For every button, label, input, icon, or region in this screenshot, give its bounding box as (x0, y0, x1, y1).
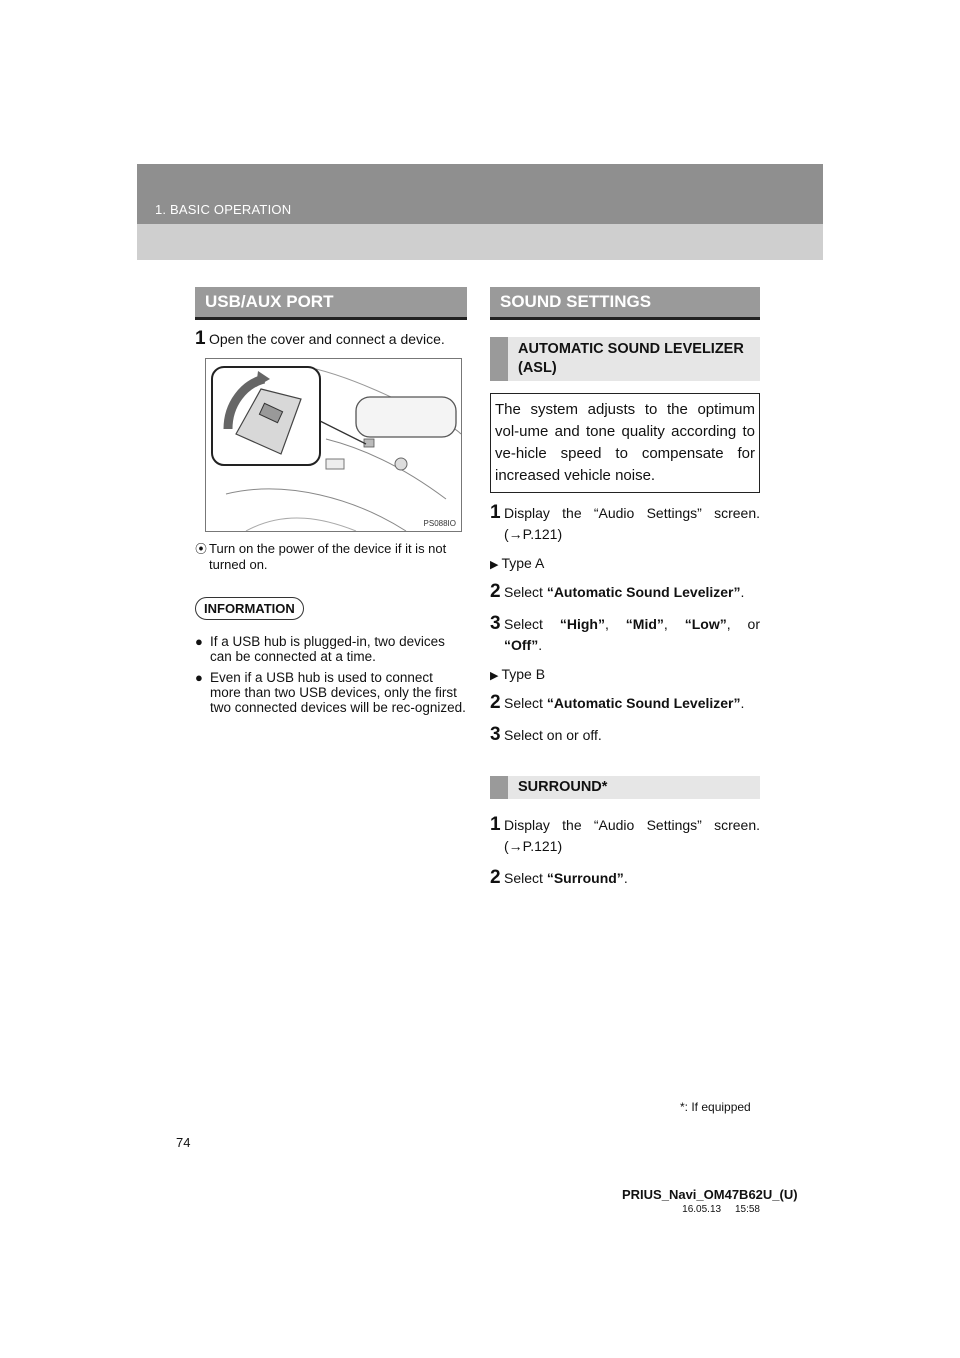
usb-port-illustration (205, 358, 462, 532)
usb-aux-port-heading: USB/AUX PORT (195, 287, 467, 320)
info-item-text: Even if a USB hub is used to connect more than two USB devices, only the first two connected devices will be rec-ognized. (210, 670, 466, 715)
step-number: 1 (195, 328, 206, 349)
section-title: 1. BASIC OPERATION (155, 202, 292, 217)
type-b-text: Type B (501, 666, 546, 682)
info-item-text: If a USB hub is plugged-in, two devices can be connected at a time. (210, 634, 445, 664)
step-text-plain: Select (504, 870, 547, 886)
step-text (504, 582, 760, 603)
step-text: Display the “Audio Settings” screen. (→P.121) (504, 817, 760, 854)
asl-heading-text: AUTOMATIC SOUND LEVELIZER (ASL) (518, 341, 744, 376)
information-items (195, 634, 467, 715)
step-number: 1 (490, 814, 501, 835)
step-text-bold: “Automatic Sound Levelizer” (546, 584, 741, 600)
option-low: “Low” (684, 616, 727, 632)
type-a-step-3 (490, 614, 760, 656)
option-off: “Off” (504, 637, 539, 653)
step-text-plain: . (538, 637, 543, 653)
step-text-plain: . (740, 584, 745, 600)
step-text: Select “High”, “Mid”, “Low”, or “Off”. (504, 616, 760, 653)
information-label: INFORMATION (195, 597, 304, 620)
type-b-step-3 (490, 725, 760, 746)
step-text (504, 868, 760, 889)
info-item (195, 670, 467, 715)
step-number: 1 (490, 502, 501, 523)
step-number: 3 (490, 613, 501, 634)
console-drawing (206, 359, 461, 531)
page-header (137, 164, 823, 260)
step-number: 3 (490, 724, 501, 745)
step-text-plain: Select (504, 584, 547, 600)
type-b-step-2 (490, 693, 760, 714)
heading-bar (490, 337, 508, 381)
type-a-label (490, 555, 760, 571)
surround-step-2 (490, 868, 760, 889)
type-a-step-2 (490, 582, 760, 603)
type-b-label (490, 666, 760, 682)
option-high: “High” (559, 616, 605, 632)
step-text (504, 693, 760, 714)
heading-bar (490, 776, 508, 799)
step-text-plain: , or (726, 616, 760, 632)
step-number: 2 (490, 867, 501, 888)
bullet-marker: ⦿ (195, 542, 208, 556)
document-date: 16.05.13 15:58 (682, 1204, 760, 1215)
step-text: Open the cover and connect a device. (209, 331, 445, 347)
step-text: Display the “Audio Settings” screen. (→P.121) (504, 505, 760, 542)
illustration-code: PS088IO (423, 519, 456, 528)
information-box (195, 579, 467, 715)
triangle-icon: ▶ (490, 559, 499, 571)
footnote: *: If equipped (680, 1100, 751, 1114)
step-text: Select on or off. (504, 727, 602, 743)
asl-step-1 (490, 503, 760, 545)
asl-description: The system adjusts to the optimum vol-ume and tone quality according to ve-hicle speed to compensate for increased vehicle noise. (490, 393, 760, 493)
step-text-bold: “Surround” (546, 870, 624, 886)
asl-heading (490, 337, 760, 381)
usb-bullet (195, 541, 467, 573)
surround-step-1 (490, 815, 760, 857)
sound-settings-heading: SOUND SETTINGS (490, 287, 760, 320)
right-column (490, 287, 760, 889)
step-text-plain: . (623, 870, 628, 886)
page-number: 74 (176, 1135, 191, 1150)
bullet-marker: ● (195, 634, 203, 649)
step-number: 2 (490, 581, 501, 602)
step-text-bold: “Automatic Sound Levelizer” (546, 695, 741, 711)
header-top-band (137, 164, 823, 224)
bullet-text: Turn on the power of the device if it is not turned on. (209, 541, 447, 572)
type-a-text: Type A (501, 555, 545, 571)
left-column (195, 287, 467, 721)
surround-heading (490, 776, 760, 799)
bullet-marker: ● (195, 670, 203, 685)
document-id: PRIUS_Navi_OM47B62U_(U) (622, 1187, 798, 1202)
usb-step-1 (195, 329, 467, 350)
step-number: 2 (490, 692, 501, 713)
step-text-plain: Select (504, 695, 547, 711)
info-item (195, 634, 467, 664)
surround-heading-text: SURROUND* (518, 779, 608, 795)
option-mid: “Mid” (625, 616, 664, 632)
triangle-icon: ▶ (490, 670, 499, 682)
step-text-plain: . (740, 695, 745, 711)
step-text-plain: Select (504, 616, 560, 632)
